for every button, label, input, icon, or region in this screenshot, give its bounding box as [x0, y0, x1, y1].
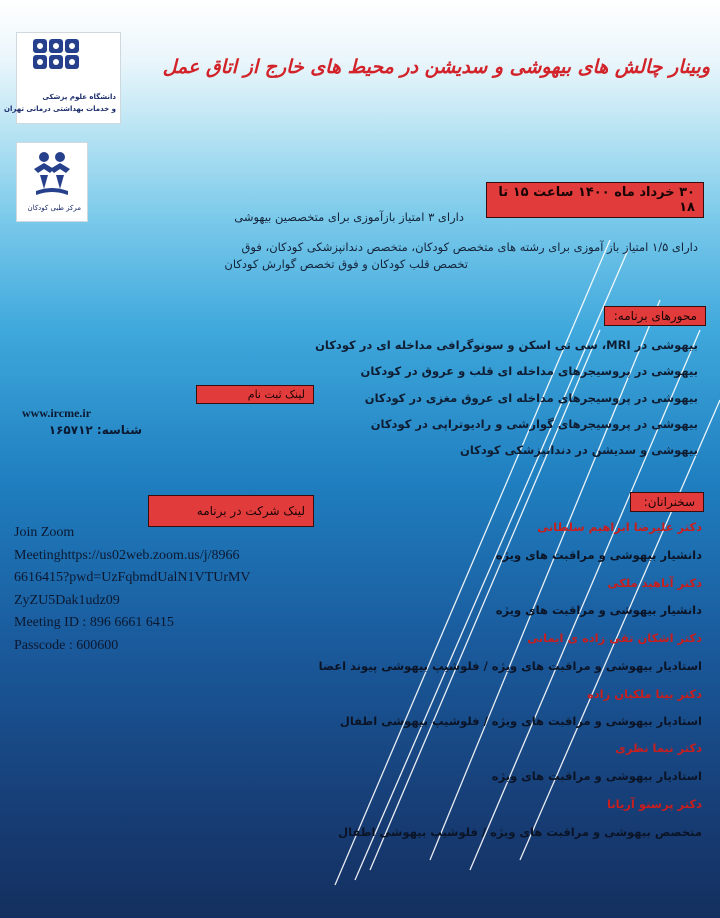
topics-heading: محورهای برنامه: [604, 306, 706, 326]
university-caption-1: دانشگاه علوم پزشکی [42, 93, 116, 101]
credit-line-1: دارای ۳ امتیاز بازآموزی برای متخصصین بیهوشی [234, 210, 464, 224]
center-caption: مرکز طبی کودکان [27, 204, 81, 212]
speakers-heading: سخنرانان: [630, 492, 704, 512]
zoom-line-4[interactable]: ZyZU5Dak1udz09 [14, 592, 120, 608]
speaker-name-5: دکتر نیما نظری [615, 741, 702, 755]
zoom-line-2[interactable]: Meetinghttps://us02web.zoom.us/j/8966 [14, 547, 240, 563]
childrens-center-logo [16, 142, 88, 222]
topic-item-2: بیهوشی در پروسیجرهای مداخله ای قلب و عروق در کودکان [360, 364, 698, 378]
join-link-button[interactable]: لینک شرکت در برنامه [148, 495, 314, 527]
topic-item-4: بیهوشی در پروسیجرهای گوارشی و رادیوتراپی در کودکان [370, 417, 698, 431]
speaker-name-6: دکتر پرستو آریانا [607, 797, 702, 811]
speaker-role-1: دانشیار بیهوشی و مراقبت های ویژه [495, 548, 702, 562]
credit-line-2: دارای ۱/۵ امتیاز باز آموزی برای رشته های متخصص کودکان، متخصص دندانپزشکی کودکان، فوق [241, 240, 698, 254]
speaker-role-4: استادیار بیهوشی و مراقبت های ویژه / فلوشیپ بیهوشی اطفال [339, 714, 702, 728]
university-emblem-icon [33, 39, 79, 89]
speaker-role-2: دانشیار بیهوشی و مراقبت های ویژه [495, 603, 702, 617]
speaker-name-4: دکتر بیتا ملکیان زاده [586, 687, 702, 701]
registration-link-button[interactable]: لینک ثبت نام [196, 385, 314, 404]
registration-website[interactable]: www.ircme.ir [22, 406, 92, 420]
zoom-line-3[interactable]: 6616415?pwd=UzFqbmdUalN1VTUrMV [14, 570, 251, 585]
zoom-passcode: Passcode : 600600 [14, 637, 119, 653]
date-banner: ۳۰ خرداد ماه ۱۴۰۰ ساعت ۱۵ تا ۱۸ [486, 182, 704, 218]
page-title: وبینار چالش های بیهوشی و سدیشن در محیط های خارج از اتاق عمل [162, 56, 710, 78]
children-figures-icon [28, 149, 76, 197]
registration-id: شناسه: ۱۶۵۷۱۲ [48, 423, 142, 437]
speaker-role-5: استادیار بیهوشی و مراقبت های ویژه [491, 769, 702, 783]
speaker-name-3: دکتر اشکان تقی زاده ی ایمانی [527, 631, 702, 645]
zoom-details [14, 522, 274, 657]
zoom-meeting-id: Meeting ID : 896 6661 6415 [14, 615, 174, 630]
topic-item-3: بیهوشی در پروسیجرهای مداخله ای عروق مغزی در کودکان [364, 391, 698, 405]
speaker-name-1: دکتر علیرضا ابراهیم سلطانی [537, 520, 702, 534]
university-logo [4, 32, 121, 124]
university-caption-2: و خدمات بهداشتی درمانی تهران [4, 105, 116, 113]
zoom-line-1: Join Zoom [14, 525, 75, 540]
speaker-role-6: متخصص بیهوشی و مراقبت های ویژه / فلوشیپ بیهوشی اطفال [338, 825, 702, 839]
credit-line-3: تخصص قلب کودکان و فوق تخصص گوارش کودکان [224, 257, 468, 271]
speaker-role-3: استادیار بیهوشی و مراقبت های ویژه / فلوشیپ بیهوشی پیوند اعضا [318, 659, 702, 673]
topic-item-1: بیهوشی در MRI، سی تی اسکن و سونوگرافی مداخله ای در کودکان [315, 338, 698, 352]
speaker-name-2: دکتر آناهید ملکی [607, 576, 702, 590]
topic-item-5: بیهوشی و سدیشن در دندانپزشکی کودکان [460, 443, 698, 457]
